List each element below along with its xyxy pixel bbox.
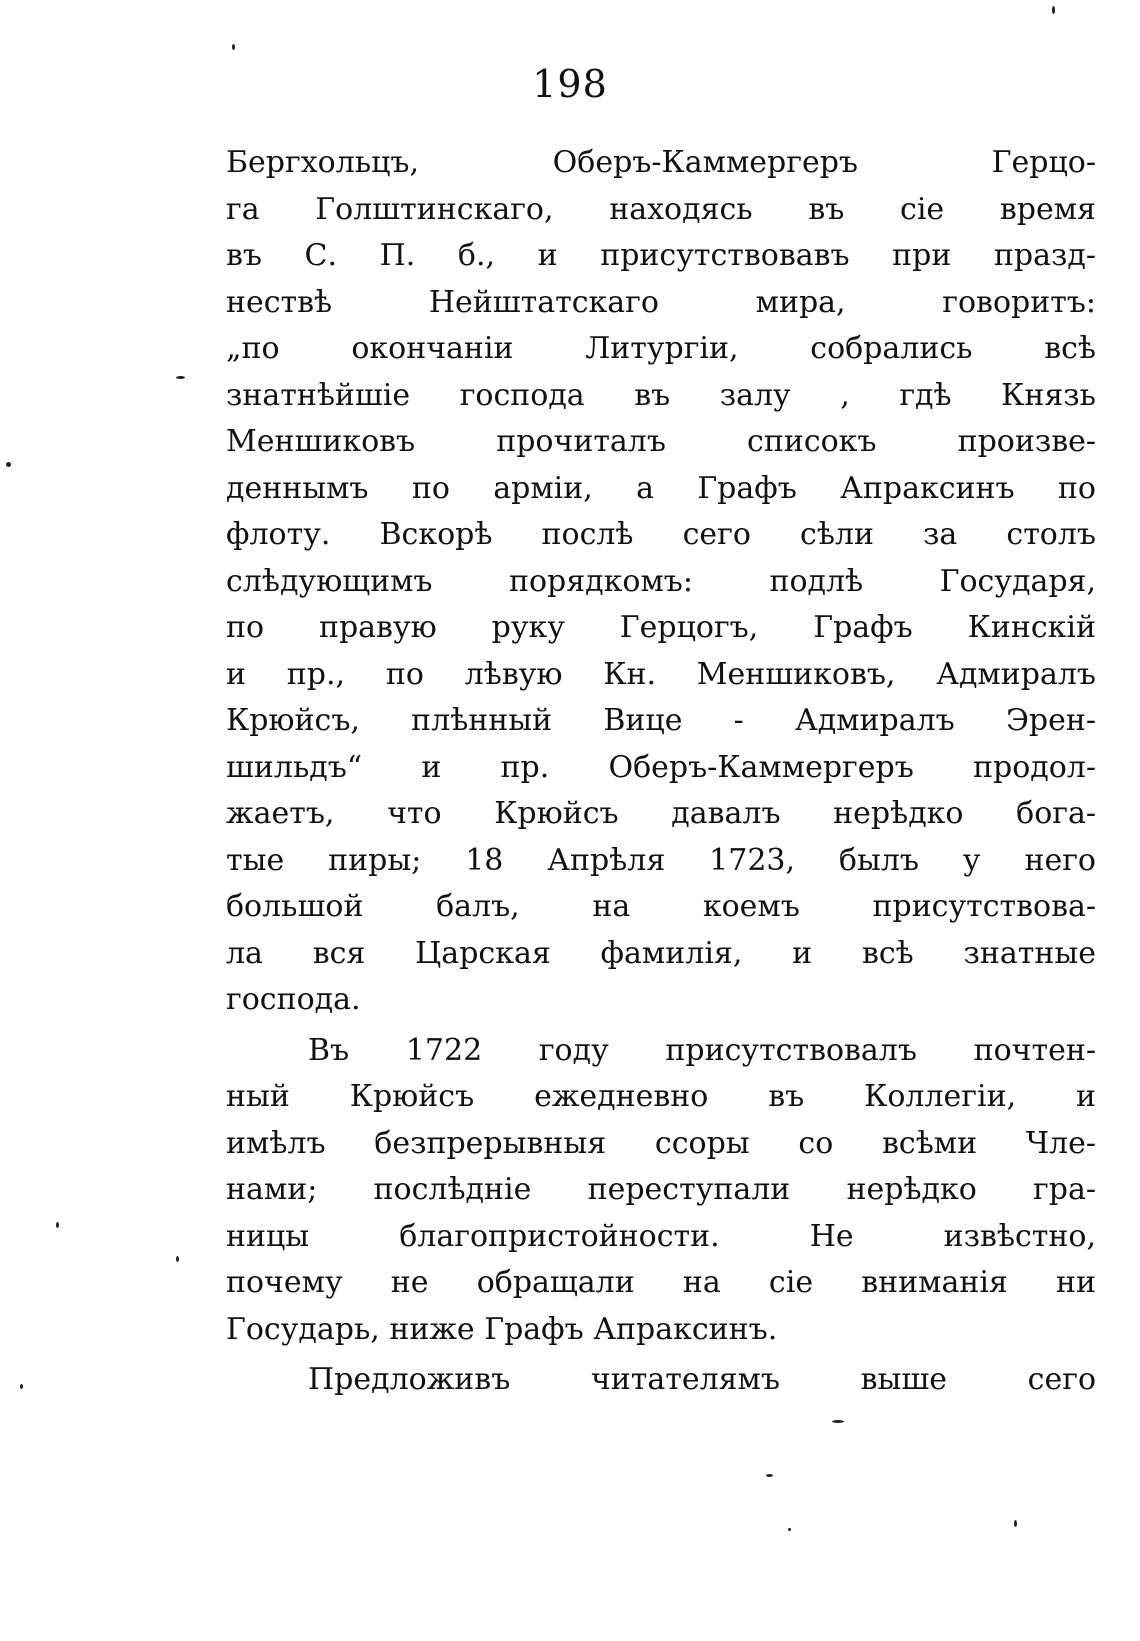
text-line: жаетъ, что Крюйсъ давалъ нерѣдко бога-	[226, 796, 1096, 831]
paragraph-1	[226, 140, 1096, 1024]
text-line: ла вся Царская фамилія, и всѣ знатные	[226, 935, 1096, 971]
page-body	[226, 140, 1096, 1404]
text-line: господа.	[226, 982, 361, 1017]
scan-speck	[6, 462, 11, 467]
text-line: Бергхольцъ, Оберъ-Каммергеръ Герцо-	[226, 145, 1096, 180]
text-line: деннымъ по арміи, а Графъ Апраксинъ по	[226, 470, 1096, 506]
text-line: нествѣ Нейштатскаго мира, говоритъ:	[226, 284, 1096, 320]
text-line: Въ 1722 году присутствовалъ почтен-	[308, 1032, 1096, 1068]
scan-speck	[20, 1384, 23, 1389]
paragraph-3	[226, 1357, 1096, 1404]
scan-speck	[788, 1528, 791, 1531]
text-line: ницы благопристойности. Не извѣстно,	[226, 1218, 1096, 1254]
paragraph-2	[226, 1028, 1096, 1354]
scan-speck	[176, 1256, 179, 1262]
scan-speck	[1014, 1520, 1017, 1527]
text-line: „по окончаніи Литургіи, собрались всѣ	[226, 331, 1096, 366]
text-line: въ С. П. б., и присутствовавъ при празд-	[226, 238, 1096, 273]
page-number: 198	[532, 62, 608, 106]
text-line: тые пиры; 18 Апрѣля 1723, былъ у него	[226, 842, 1096, 878]
scan-speck	[176, 376, 185, 379]
text-line: Предложивъ читателямъ выше сего	[308, 1362, 1096, 1397]
text-line: Меншиковъ прочиталъ списокъ произве-	[226, 424, 1096, 459]
text-line: нами; послѣдніе переступали нерѣдко гра-	[226, 1172, 1096, 1207]
text-line: почему не обращали на сіе вниманія ни	[226, 1265, 1096, 1300]
text-line: шильдъ“ и пр. Оберъ-Каммергеръ продол-	[226, 749, 1096, 785]
text-line: и пр., по лѣвую Кн. Меншиковъ, Адмиралъ	[226, 656, 1096, 692]
text-line: флоту. Вскорѣ послѣ сего сѣли за столъ	[226, 517, 1096, 552]
scan-speck	[232, 44, 235, 50]
text-line: имѣлъ безпрерывныя ссоры со всѣми Чле-	[226, 1125, 1096, 1161]
scan-speck	[1052, 6, 1055, 14]
scan-speck	[832, 1420, 844, 1423]
text-line: слѣдующимъ порядкомъ: подлѣ Государя,	[226, 563, 1096, 599]
text-line: по правую руку Герцогъ, Графъ Кинскій	[226, 610, 1096, 645]
text-line: знатнѣйшіе господа въ залу , гдѣ Князь	[226, 377, 1096, 413]
text-line: Крюйсъ, плѣнный Вице - Адмиралъ Эрен-	[226, 703, 1096, 738]
text-line: ный Крюйсъ ежедневно въ Коллегіи, и	[226, 1079, 1096, 1114]
text-line: Государь, ниже Графъ Апраксинъ.	[226, 1311, 778, 1347]
scan-speck	[56, 1222, 59, 1228]
scan-speck	[766, 1474, 773, 1477]
text-line: га Голштинскаго, находясь въ сіе время	[226, 191, 1096, 227]
text-line: большой балъ, на коемъ присутствова-	[226, 889, 1096, 924]
